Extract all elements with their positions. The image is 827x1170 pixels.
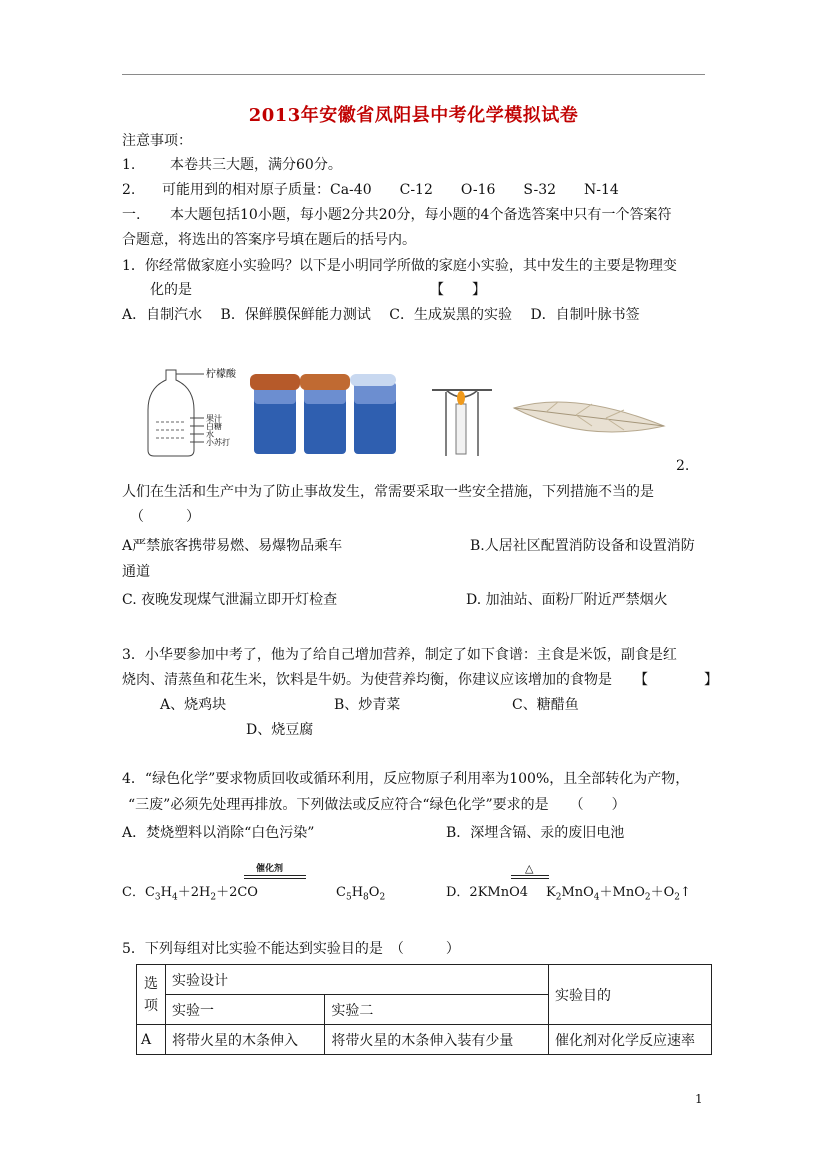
q4-heat-symbol: △ xyxy=(525,862,534,875)
q2-option-a: A严禁旅客携带易燃、易爆物品乘车 xyxy=(122,538,343,554)
candle-soot-image xyxy=(432,390,492,456)
bottle-label-sugar: 白糖 xyxy=(206,422,222,431)
table-cell-exp2: 将带火星的木条伸入装有少量 xyxy=(325,1025,549,1055)
q3-answer-bracket: 【 】 xyxy=(634,672,718,688)
header-rule xyxy=(122,74,705,75)
leaf-vein-bookmark-image xyxy=(514,402,664,432)
q5-experiment-table xyxy=(136,964,712,1055)
q1-line-1: 1．你经常做家庭小实验吗？以下是小明同学所做的家庭小实验，其中发生的主要是物理变 xyxy=(122,258,677,274)
table-row xyxy=(137,1025,712,1055)
q4-option-d-reactant: D．2KMnO4 xyxy=(446,885,529,900)
q2-option-c: C. 夜晚发现煤气泄漏立即开灯检查 xyxy=(122,592,338,608)
table-cell-option: A xyxy=(137,1025,166,1055)
section-1-line-2: 合题意，将选出的答案序号填在题后的括号内。 xyxy=(122,232,416,248)
up-arrow-icon: ↑ xyxy=(680,885,691,900)
notes-heading: 注意事项： xyxy=(122,133,192,149)
q4-option-d-products: $K_2MnO_4+MnO_2+O_2↑$ xyxy=(546,885,691,903)
table-header-design: 实验设计 xyxy=(166,965,549,995)
q4-catalyst-label: 催化剂 xyxy=(256,864,284,874)
wrapped-jars-image xyxy=(250,374,396,454)
q2-option-b-continued: 通道 xyxy=(122,564,150,580)
q3-option-a: A、烧鸡块 xyxy=(160,697,227,713)
q2-line-1: 人们在生活和生产中为了防止事故发生，常需要采取一些安全措施，下列措施不当的是 xyxy=(122,484,654,500)
q2-option-d: D. 加油站、面粉厂附近严禁烟火 xyxy=(466,592,668,608)
q4-line-2: “三废”必须先处理再排放。下列做法或反应符合“绿色化学”要求的是 （ ） xyxy=(128,797,626,813)
table-cell-purpose: 催化剂对化学反应速率 xyxy=(549,1025,712,1055)
soda-bottle-image xyxy=(148,370,204,456)
q2-option-b: B.人居社区配置消防设备和设置消防 xyxy=(470,538,695,554)
bottle-label-water: 水 xyxy=(206,430,214,439)
table-header-option: 选 项 xyxy=(137,965,166,1025)
q2-line-2: （ ） xyxy=(130,509,200,525)
table-header-exp1: 实验一 xyxy=(166,995,325,1025)
section-1-number: 一. xyxy=(122,207,141,223)
bottle-label-juice: 果汁 xyxy=(206,414,222,423)
q4-option-d-equals-bar xyxy=(511,875,549,879)
page-number: 1 xyxy=(695,1092,703,1106)
q4-option-c-equation: C．$C_3H_4+2H_2+2CO$ xyxy=(122,885,258,903)
q3-line-1: 3．小华要参加中考了，他为了给自己增加营养，制定了如下食谱：主食是米饭，副食是红 xyxy=(122,647,677,663)
q4-option-c-equals-bar xyxy=(244,875,306,879)
q4-line-1: 4．“绿色化学”要求物质回收或循环利用，反应物原子利用率为100%，且全部转化为产物， xyxy=(122,771,690,787)
q1-options: A．自制汽水 B．保鲜膜保鲜能力测试 C．生成炭黑的实验 D．自制叶脉书签 xyxy=(122,307,640,323)
q4-option-b: B．深埋含镉、汞的废旧电池 xyxy=(446,825,625,841)
q1-answer-bracket: 【 】 xyxy=(430,282,486,298)
q3-option-c: C、糖醋鱼 xyxy=(512,697,579,713)
q2-number: 2. xyxy=(676,458,690,474)
note-1-number: 1. xyxy=(122,157,136,173)
table-cell-exp1: 将带火星的木条伸入 xyxy=(166,1025,325,1055)
exam-title: 2013年安徽省凤阳县中考化学模拟试卷 xyxy=(248,105,579,126)
table-header-purpose: 实验目的 xyxy=(549,965,712,1025)
bottle-label-citric-acid: 柠檬酸 xyxy=(206,369,236,380)
note-2-number: 2. xyxy=(122,182,136,198)
q3-option-b: B、炒青菜 xyxy=(334,697,401,713)
table-header-exp2: 实验二 xyxy=(325,995,549,1025)
q4-option-c-product: $C_5H_8O_2$ xyxy=(336,885,386,903)
q1-line-2: 化的是 xyxy=(150,282,192,298)
q4-option-a: A．焚烧塑料以消除“白色污染” xyxy=(122,825,315,841)
q3-option-d: D、烧豆腐 xyxy=(246,722,314,738)
q1-experiment-images xyxy=(146,360,676,460)
note-2-text: 可能用到的相对原子质量：Ca-40 C-12 O-16 S-32 N-14 xyxy=(162,182,619,198)
q3-line-2: 烧肉、清蒸鱼和花生米，饮料是牛奶。为使营养均衡，你建议应该增加的食物是 xyxy=(122,672,612,688)
note-1-text: 本卷共三大题，满分60分。 xyxy=(170,157,342,173)
q5-line-1: 5．下列每组对比实验不能达到实验目的是 （ ） xyxy=(122,941,460,957)
section-1-line-1: 本大题包括10小题，每小题2分共20分，每小题的4个备选答案中只有一个答案符 xyxy=(170,207,672,223)
bottle-label-baking-soda: 小苏打 xyxy=(206,438,230,447)
